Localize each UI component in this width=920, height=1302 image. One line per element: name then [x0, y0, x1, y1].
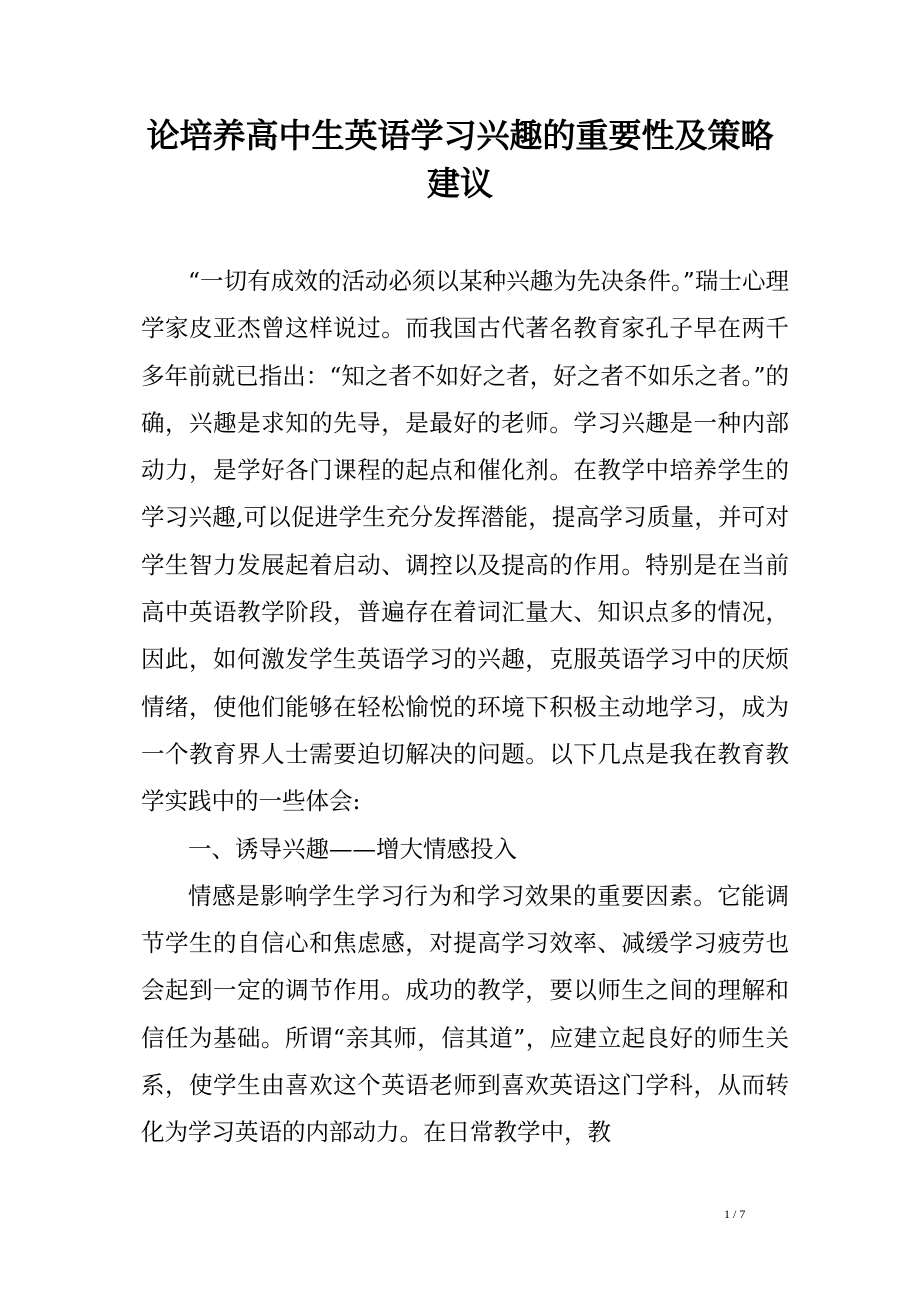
section-heading: 一、诱导兴趣——增大情感投入	[188, 834, 517, 863]
document-title: 论培养高中生英语学习兴趣的重要性及策略建议	[146, 116, 774, 203]
paragraph-intro: “一切有成效的活动必须以某种兴趣为先决条件。”瑞士心理学家皮亚杰曾这样说过。而我国古代著名教育家孔子早在两千多年前就已指出：“知之者不如好之者，好之者不如乐之者。”的确，兴趣是求知的先导，是最好的老师。学习兴趣是一种内部动力，是学好各门课程的起点和催化剂。在教学中培养学生的学习兴趣,可以促进学生充分发挥潜能，提高学习质量，并可对学生智力发展起着启动、调控以及提高的作用。特别是在当前高中英语教学阶段，普遍存在着词汇量大、知识点多的情况，因此，如何激发学生英语学习的兴趣，克服英语学习中的厌烦情绪，使他们能够在轻松愉悦的环境下积极主动地学习，成为一个教育界人士需要迫切解决的问题。以下几点是我在教育教学实践中的一些体会:	[141, 267, 789, 816]
document-body	[141, 258, 789, 1157]
paragraph-section-one: 情感是影响学生学习行为和学习效果的重要因素。它能调节学生的自信心和焦虑感，对提高学习效率、减缓学习疲劳也会起到一定的调节作用。成功的教学，要以师生之间的理解和信任为基础。所谓“亲其师，信其道”，应建立起良好的师生关系，使学生由喜欢这个英语老师到喜欢英语这门学科，从而转化为学习英语的内部动力。在日常教学中，教	[141, 881, 789, 1147]
page-number: 1 / 7	[724, 1207, 746, 1221]
